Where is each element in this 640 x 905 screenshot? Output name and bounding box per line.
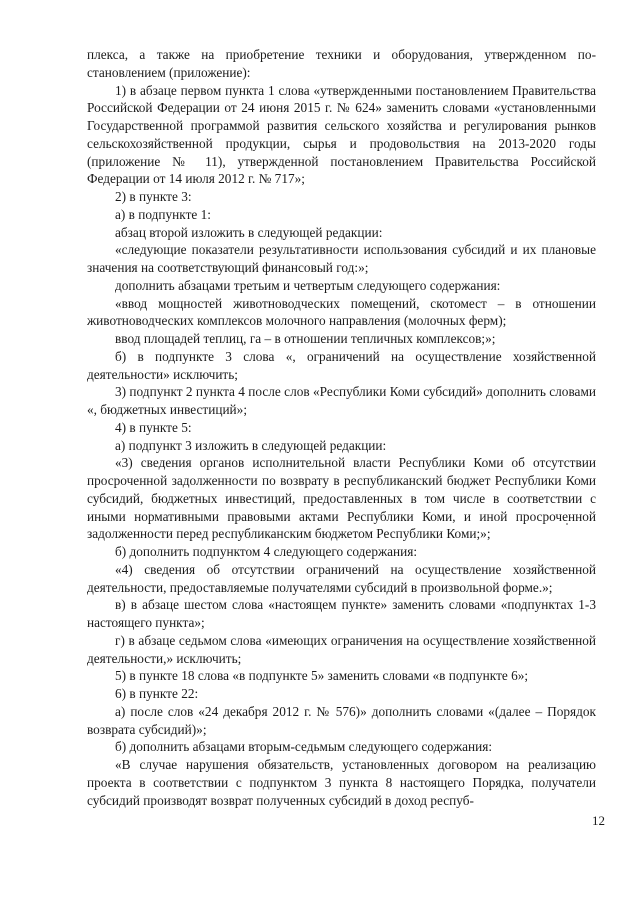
body-text [87, 46, 596, 809]
paragraph: «4) сведения об отсутствии ограничений на осуществление хозяйственной деятельности, предоставляемые получателями субсидий в произвольной форме.»; [87, 561, 596, 595]
paragraph: 1) в абзаце первом пункта 1 слова «утвержденными постановлением Правительства Российской Федерации от 24 июня 2015 г. № 624» заменить словами «установленными Государственной программой развития сельского хозяйства и регулирования рынков сельскохозяйственной продукции, сырья и продовольствия на 2013-2020 годы (приложение № 11), утвержденной постановлением Правительства Российской Федерации от 14 июля 2012 г. № 717»; [87, 82, 596, 187]
page-number: 12 [592, 813, 605, 828]
paragraph: а) в подпункте 1: [115, 206, 211, 222]
paragraph: ввод площадей теплиц, га – в отношении тепличных комплексов;»; [115, 331, 496, 346]
paragraph: абзац второй изложить в следующей редакции: [115, 224, 383, 240]
paragraph: «ввод мощностей животноводческих помещений, скотомест – в отношении животноводческих комплексов молочного направления (молочных ферм); [87, 295, 596, 329]
paragraph: а) подпункт 3 изложить в следующей редакции: [115, 437, 387, 453]
paragraph: 4) в пункте 5: [115, 419, 192, 435]
paragraph: б) дополнить подпунктом 4 следующего содержания: [115, 544, 418, 559]
paragraph: в) в абзаце шестом слова «настоящем пункте» заменить словами «подпунктах 1-3 настоящего пункта»; [87, 597, 596, 630]
paragraph: «следующие показатели результативности использования субсидий и их плановые значения на соответствующий финансовый год:»; [87, 242, 596, 275]
paragraph: дополнить абзацами третьим и четвертым следующего содержания: [115, 277, 501, 293]
paragraph: 3) подпункт 2 пункта 4 после слов «Республики Коми субсидий» дополнить словами «, бюджетных инвестиций»; [87, 384, 596, 417]
paragraph: б) в подпункте 3 слова «, ограничений на осуществление хозяйственной деятельности» исключить; [87, 348, 596, 382]
paragraph: «В случае нарушения обязательств, установленных договором на реализацию проекта в соответствии с подпунктом 3 пункта 8 настоящего Порядка, получатели субсидий производят возврат полученных субсидий в доход респуб- [87, 757, 596, 808]
scan-speck [566, 523, 568, 525]
paragraph: г) в абзаце седьмом слова «имеющих ограничения на осуществление хозяйственной деятельности,» исключить; [87, 632, 596, 666]
paragraph: 2) в пункте 3: [115, 189, 192, 204]
paragraph: 5) в пункте 18 слова «в подпункте 5» заменить словами «в подпункте 6»; [115, 668, 529, 684]
paragraph: плекса, а также на приобретение техники и оборудования, утвержденном постановлением (приложение): [87, 47, 596, 80]
paragraph: б) дополнить абзацами вторым-седьмым следующего содержания: [115, 739, 493, 755]
paragraph: а) после слов «24 декабря 2012 г. № 576)» дополнить словами «(далее – Порядок возврата субсидий)»; [87, 703, 596, 737]
paragraph: 6) в пункте 22: [115, 686, 199, 701]
paragraph: «3) сведения органов исполнительной власти Республики Коми об отсутствии просроченной задолженности по возврату в республиканский бюджет Республики Коми субсидий, бюджетных инвестиций, предоставленных в том числе в соответствии с иными нормативными правовыми актами Республики Коми, и иной просроченной задолженности перед республиканским бюджетом Республики Коми;»; [87, 455, 596, 542]
